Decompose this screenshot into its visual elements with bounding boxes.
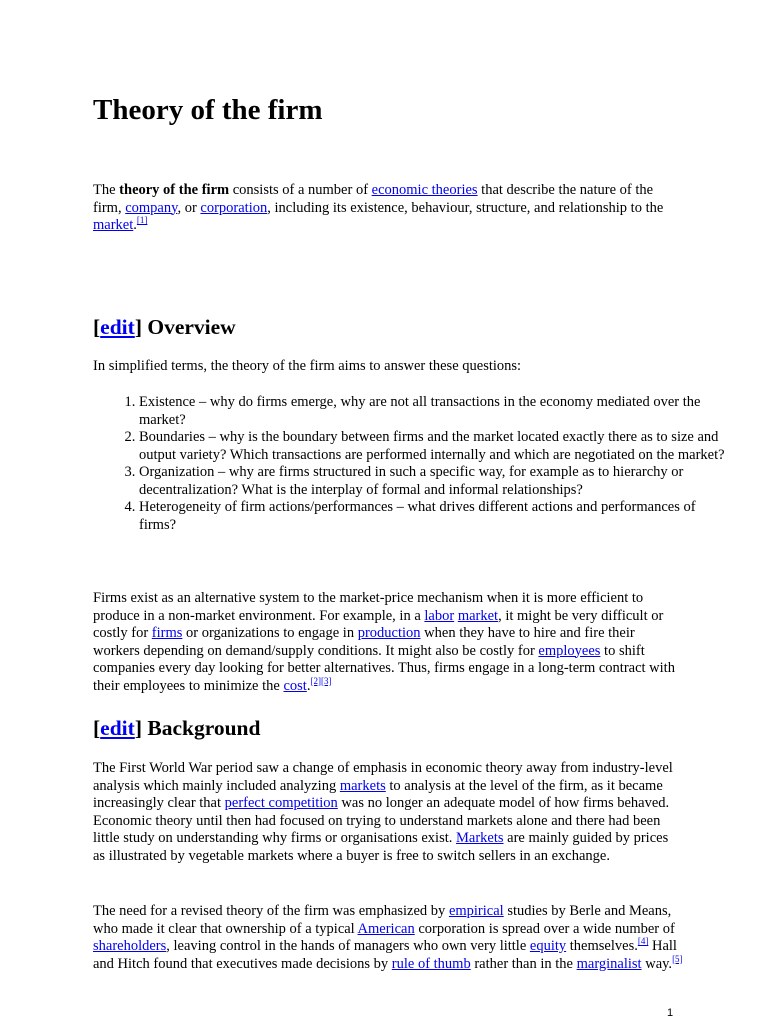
link-marginalist[interactable]: marginalist: [576, 955, 642, 972]
edit-overview-link[interactable]: edit: [100, 315, 135, 339]
link-employees[interactable]: employees: [538, 642, 601, 659]
questions-list: [93, 394, 729, 534]
link-american[interactable]: American: [357, 920, 415, 937]
link-production[interactable]: production: [357, 625, 421, 641]
citation-4[interactable]: [4]: [637, 936, 649, 946]
list-item: 1. Existence – why do firms emerge, why are not all transactions in the economy mediated over the market?: [139, 394, 729, 429]
link-markets-2[interactable]: Markets: [456, 830, 504, 846]
intro-bold-term: theory of the firm: [119, 182, 230, 198]
citation-2-3[interactable]: [2][3]: [310, 675, 332, 686]
link-corporation[interactable]: corporation: [200, 199, 268, 216]
link-empirical[interactable]: empirical: [448, 903, 504, 919]
link-labor[interactable]: labor: [424, 607, 455, 624]
link-economic-theories[interactable]: economic theories: [371, 182, 478, 198]
intro-paragraph: The theory of the firm consists of a number of economic theories that describe the nature of the firm, company, or corporation, including its existence, behaviour, structure, and relationship to the market.[1]: [93, 182, 664, 233]
link-cost[interactable]: cost: [283, 677, 307, 694]
link-perfect-competition[interactable]: perfect competition: [224, 795, 338, 811]
overview-paragraph: Firms exist as an alternative system to the market-price mechanism when it is more efficient to produce in a non-market environment. For example, in a labor market, it might be very difficult or costly for firms or organizations to engage in production when they have to hire and fire their workers depending on demand/supply conditions. It might also be costly for employees to shift companies every day looking for better alternatives. Thus, firms engage in a long-term contract with their employees to minimize the cost.[2][3]: [93, 590, 675, 694]
link-market-2[interactable]: market: [457, 607, 499, 624]
background-paragraph-1: The First World War period saw a change of emphasis in economic theory away from industry-level analysis which mainly included analyzing markets to analysis at the level of the firm, as it became increasingly clear that perfect competition was no longer an adequate model of how firms behaved. Economic theory until then had focused on trying to understand markets alone and there had been little study on understanding why firms or organisations exist. Markets are mainly guided by prices as illustrated by vegetable markets where a buyer is free to switch sellers in an exchange.: [93, 760, 673, 864]
overview-lead: In simplified terms, the theory of the firm aims to answer these questions:: [93, 358, 522, 374]
section-heading-overview: [edit] Overview: [93, 315, 236, 339]
list-item: 2. Boundaries – why is the boundary between firms and the market located exactly there as to size and output variety? Which transactions are performed internally and which are negotiated on the market?: [139, 429, 729, 464]
link-markets[interactable]: markets: [339, 777, 386, 794]
link-shareholders[interactable]: shareholders: [93, 938, 167, 954]
link-company[interactable]: company: [125, 199, 178, 216]
list-item: 4. Heterogeneity of firm actions/performances – what drives different actions and performances of firms?: [139, 499, 729, 534]
link-rule-of-thumb[interactable]: rule of thumb: [391, 955, 471, 972]
page-title: Theory of the firm: [93, 94, 323, 126]
link-market[interactable]: market: [93, 217, 134, 233]
section-heading-background: [edit] Background: [93, 716, 261, 740]
link-equity[interactable]: equity: [529, 938, 567, 954]
citation-5[interactable]: [5]: [672, 953, 683, 964]
page-number: 1: [667, 1007, 674, 1019]
link-firms[interactable]: firms: [151, 625, 183, 641]
edit-background-link[interactable]: edit: [100, 716, 135, 740]
list-item: 3. Organization – why are firms structured in such a specific way, for example as to hierarchy or decentralization? What is the interplay of formal and informal relationships?: [139, 464, 729, 499]
background-paragraph-2: The need for a revised theory of the firm was emphasized by empirical studies by Berle and Means, who made it clear that ownership of a typical American corporation is spread over a wide number of shareholders, leaving control in the hands of managers who own very little equity themselves.[4] Hall and Hitch found that executives made decisions by rule of thumb rather than in the marginalist way.[5]: [93, 903, 683, 972]
citation-1[interactable]: [1]: [136, 215, 148, 225]
